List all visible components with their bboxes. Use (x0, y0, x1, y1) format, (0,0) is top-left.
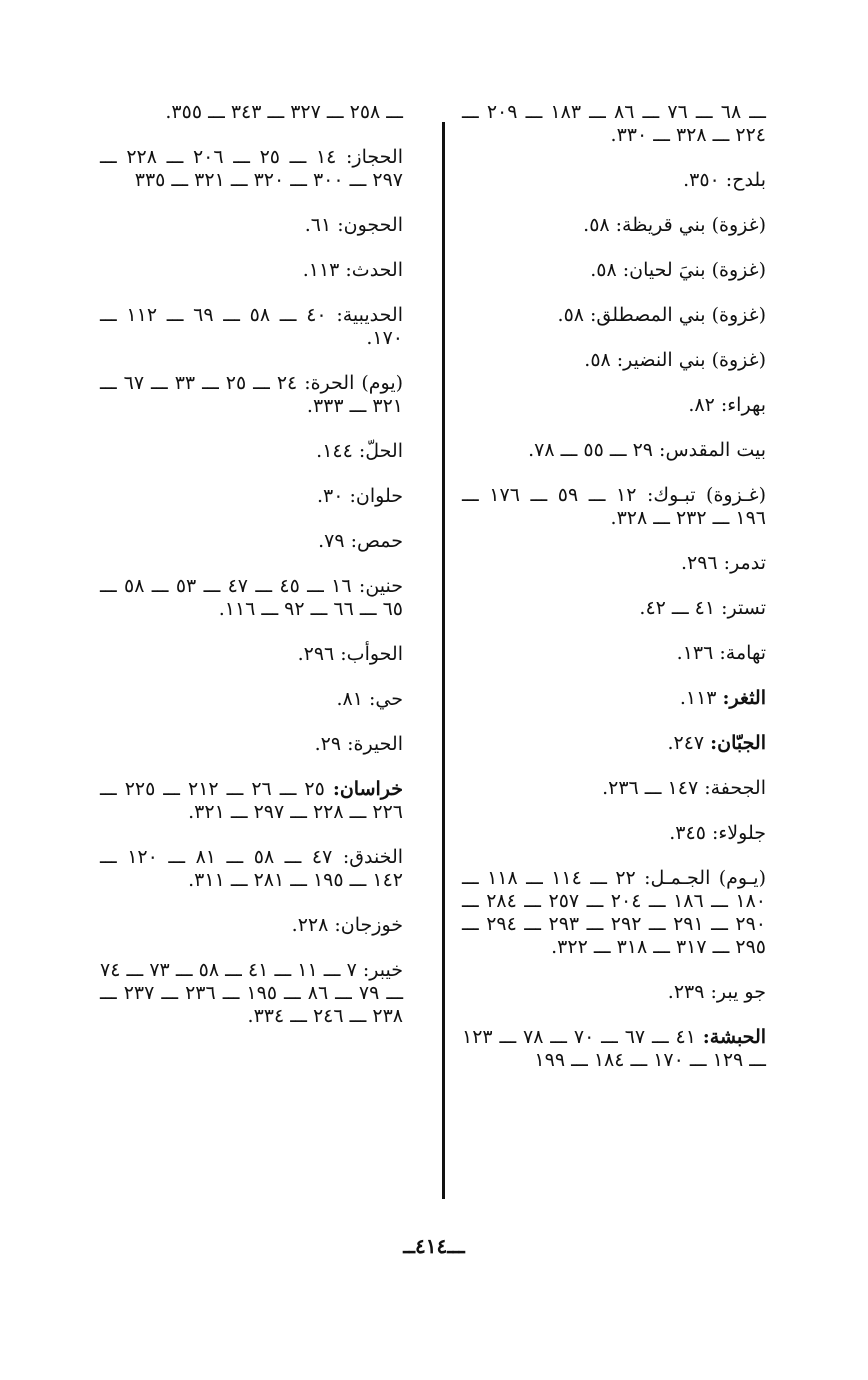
index-term: جو يبر: (710, 981, 766, 1003)
index-term: الحدث: (345, 259, 403, 281)
index-page-refs: ١٦ ـــ ٤٥ ـــ ٤٧ ـــ ٥٣ ـــ ٥٨ ـــ ٦٥ ـــ ٦٦ ـــ ٩٢ ـــ ١١٦. (100, 575, 403, 620)
index-entry (462, 822, 766, 845)
index-entry (100, 575, 403, 621)
index-page-refs: ـــ ٢٥٨ ـــ ٣٢٧ ـــ ٣٤٣ ـــ ٣٥٥. (165, 101, 403, 123)
index-entry (100, 259, 403, 282)
index-page-refs: ٧٩. (318, 530, 345, 552)
index-page-refs: ٥٨. (584, 349, 611, 371)
index-term: الجبّان: (710, 732, 766, 754)
index-term: الخندق: (342, 846, 404, 868)
index-page-refs: ٢٩. (314, 733, 342, 755)
index-term: الحوأب: (340, 643, 403, 665)
index-entry (100, 440, 403, 463)
index-page-refs: ٧ ـــ ١١ ـــ ٤١ ـــ ٥٨ ـــ ٧٣ ـــ ٧٤ ـــ ٧٩ ـــ ٨٦ ـــ ١٩٥ ـــ ٢٣٦ ـــ ٢٣٧ ـــ ٢٣٨ ـــ ٢٤٦ ـــ ٣٣٤. (100, 959, 404, 1027)
index-entry (462, 597, 766, 620)
index-page-refs: ١٤ ـــ ٢٥ ـــ ٢٠٦ ـــ ٢٢٨ ـــ ٢٩٧ ـــ ٣٠٠ ـــ ٣٢٠ ـــ ٣٢١ ـــ ٣٣٥ (100, 146, 403, 191)
index-entry (462, 687, 766, 710)
index-page-refs: ٣٠. (317, 485, 344, 507)
index-entry (462, 867, 766, 959)
index-page-refs: ١٣٦. (676, 642, 714, 664)
index-entry (100, 214, 403, 237)
index-term: (غزوة) بنيَ لحيان: (622, 259, 766, 281)
page-number: ـــ٤١٤ــ (403, 1234, 465, 1258)
index-page-refs: ٢٢٨. (291, 914, 329, 936)
index-page-refs: ١١٣. (679, 687, 717, 709)
index-entry (100, 485, 403, 508)
index-page-refs: ٤١ ـــ ٦٧ ـــ ٧٠ ـــ ٧٨ ـــ ١٢٣ ـــ ١٢٩ ـــ ١٧٠ ـــ ١٨٤ ـــ ١٩٩ (462, 1026, 766, 1071)
index-entry (462, 394, 766, 417)
index-term: خوزجان: (334, 914, 403, 936)
index-page-refs: ٢٥ ـــ ٢٦ ـــ ٢١٢ ـــ ٢٢٥ ـــ ٢٢٦ ـــ ٢٢٨ ـــ ٢٩٧ ـــ ٣٢١. (100, 778, 403, 823)
index-entry (100, 959, 403, 1028)
index-term: خراسان: (332, 778, 404, 800)
index-term: (يوم) الحرة: (304, 372, 404, 394)
index-term: (يـوم) الجـمـل: (644, 867, 767, 889)
index-term: الجحفة: (704, 777, 766, 799)
index-page-refs: ٣٤٥. (669, 822, 706, 844)
index-term: حمص: (350, 530, 403, 552)
index-page-refs: ٢٩ ـــ ٥٥ ـــ ٧٨. (528, 439, 653, 461)
index-entry (100, 733, 403, 756)
index-page-refs: ٦١. (304, 214, 332, 236)
index-term: بيت المقدس: (659, 439, 766, 461)
index-page-refs: ـــ ٦٨ ـــ ٧٦ ـــ ٨٦ ـــ ١٨٣ ـــ ٢٠٩ ـــ ٢٢٤ ـــ ٣٢٨ ـــ ٣٣٠. (462, 101, 766, 146)
index-entry (462, 439, 766, 462)
index-page-refs: ١٤٤. (316, 440, 353, 462)
index-entry (462, 732, 766, 755)
index-term: خيبر: (362, 959, 403, 981)
index-entry (100, 846, 403, 892)
index-entry (100, 778, 403, 824)
index-page-refs: ٨٢. (688, 394, 715, 416)
index-term: الحجون: (337, 214, 403, 236)
index-entry (100, 146, 403, 192)
index-page-refs: ٢٩٦. (297, 643, 335, 665)
index-term: الحلّ: (358, 440, 403, 462)
index-entry (100, 101, 403, 124)
index-term: جلولاء: (711, 822, 766, 844)
index-entry (100, 304, 403, 350)
index-entry (462, 101, 766, 147)
index-page-refs: ٥٨. (557, 304, 584, 326)
index-term: (غـزوة) تبـوك: (647, 484, 766, 506)
index-page-refs: ١٢ ـــ ٥٩ ـــ ١٧٦ ـــ ١٩٦ ـــ ٢٣٢ ـــ ٣٢٨. (462, 484, 766, 529)
index-page-refs: ١٤٧ ـــ ٢٣٦. (602, 777, 699, 799)
index-entry (462, 777, 766, 800)
index-page-refs: ٤١ ـــ ٤٢. (639, 597, 716, 619)
index-entry (462, 349, 766, 372)
index-term: بلدح: (725, 169, 766, 191)
index-term: حي: (369, 688, 403, 710)
index-page-refs: ٢٤٧. (667, 732, 705, 754)
index-term: (غزوة) بني المصطلق: (590, 304, 766, 326)
index-entry (100, 372, 403, 418)
index-entry (462, 304, 766, 327)
index-entry (462, 214, 766, 237)
index-term: الثغر: (722, 687, 766, 709)
index-entry (100, 688, 403, 711)
column-divider (442, 122, 445, 1199)
index-term: (غزوة) بني النضير: (616, 349, 766, 371)
index-page-refs: ٥٨. (583, 214, 610, 236)
index-column-left (100, 101, 404, 1050)
index-term: الحيرة: (347, 733, 403, 755)
index-entry (462, 169, 766, 192)
index-entry (462, 552, 766, 575)
index-page-refs: ١١٣. (302, 259, 340, 281)
index-term: بهراء: (720, 394, 766, 416)
index-term: حلوان: (349, 485, 403, 507)
index-page-refs: ٢٩٦. (680, 552, 718, 574)
index-page-refs: ٢٢ ـــ ١١٤ ـــ ١١٨ ـــ ١٨٠ ـــ ١٨٦ ـــ ٢٠٤ ـــ ٢٥٧ ـــ ٢٨٤ ـــ ٢٩٠ ـــ ٢٩١ ـــ ٢٩٢ ـــ ٢٩٣ ـــ ٢٩٤ ـــ ٢٩٥ ـــ ٣١٧ ـــ ٣١٨ ـــ ٣٢٢. (462, 867, 766, 958)
index-page-refs: ٢٤ ـــ ٢٥ ـــ ٣٣ ـــ ٦٧ ـــ ٣٢١ ـــ ٣٣٣. (100, 372, 403, 417)
index-term: الحجاز: (346, 146, 403, 168)
index-term: تهامة: (719, 642, 766, 664)
index-entry (462, 259, 766, 282)
index-page-refs: ٢٣٩. (667, 981, 705, 1003)
index-term: الحديبية: (336, 304, 403, 326)
index-entry (462, 642, 766, 665)
index-entry (100, 914, 403, 937)
index-term: حنين: (358, 575, 403, 597)
index-term: تستر: (721, 597, 766, 619)
index-term: (غزوة) بني قريظة: (615, 214, 766, 236)
index-entry (100, 530, 403, 553)
index-page-refs: ٣٥٠. (683, 169, 720, 191)
index-page-refs: ٨١. (336, 688, 363, 710)
index-entry (462, 484, 766, 530)
index-entry (462, 981, 766, 1004)
index-term: الحبشة: (702, 1026, 767, 1048)
index-term: تدمر: (723, 552, 766, 574)
index-entry (100, 643, 403, 666)
index-entry (462, 1026, 766, 1072)
index-page-refs: ٤٧ ـــ ٥٨ ـــ ٨١ ـــ ١٢٠ ـــ ١٤٢ ـــ ١٩٥ ـــ ٢٨١ ـــ ٣١١. (100, 846, 403, 891)
index-page-refs: ٥٨. (590, 259, 617, 281)
index-column-right (462, 101, 767, 1094)
index-page-refs: ٤٠ ـــ ٥٨ ـــ ٦٩ ـــ ١١٢ ـــ ١٧٠. (100, 304, 403, 349)
